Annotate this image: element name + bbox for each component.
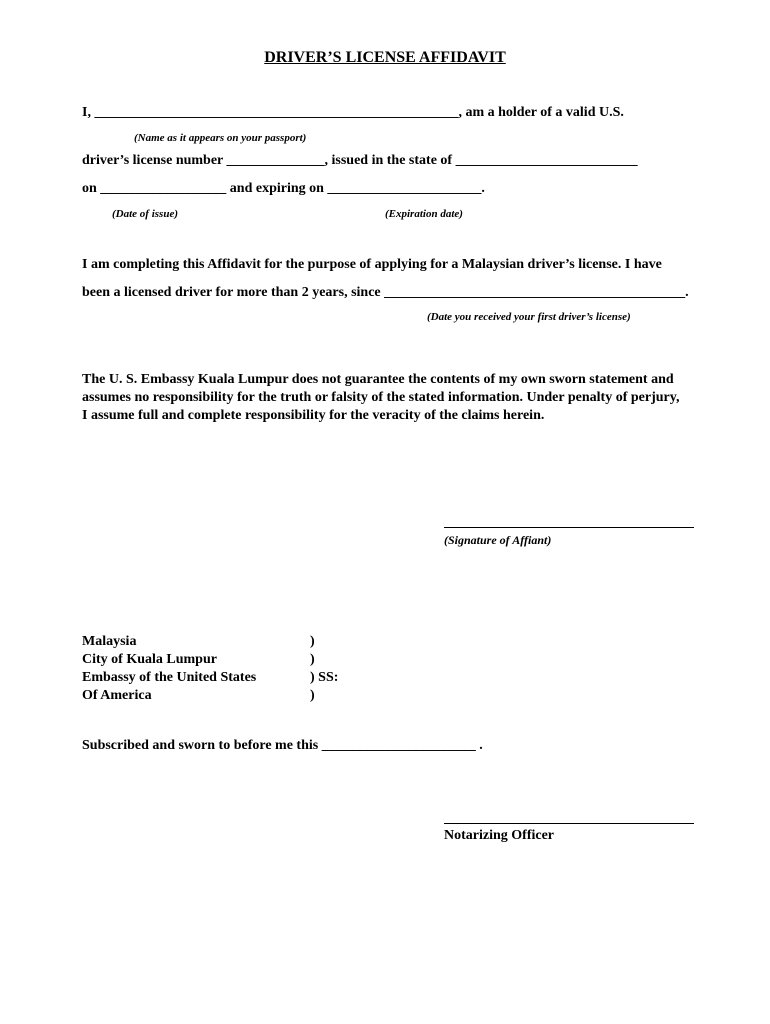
subscribed-sworn-line: Subscribed and sworn to before me this ______________________ . — [82, 738, 483, 753]
venue-row — [82, 669, 338, 687]
expiration-date-caption: (Expiration date) — [385, 208, 463, 220]
holder-statement-line: I, ____________________________________________________, am a holder of a valid U.S. — [82, 105, 624, 120]
purpose-line: I am completing this Affidavit for the purpose of applying for a Malaysian driver’s license. I have — [82, 257, 662, 272]
signature-caption: (Signature of Affiant) — [444, 533, 552, 547]
venue-line: Malaysia — [82, 634, 137, 649]
venue-block — [82, 633, 338, 705]
venue-paren: ) — [310, 652, 315, 667]
issue-expiry-line: on __________________ and expiring on ______________________. — [82, 181, 485, 196]
affiant-signature-line — [444, 527, 694, 528]
venue-row — [82, 633, 338, 651]
document-title: DRIVER’S LICENSE AFFIDAVIT — [264, 49, 506, 66]
venue-paren: ) — [310, 688, 315, 703]
notary-caption: Notarizing Officer — [444, 828, 555, 843]
venue-line: City of Kuala Lumpur — [82, 652, 217, 667]
first-license-caption: (Date you received your first driver’s license) — [427, 311, 631, 323]
disclaimer-paragraph: The U. S. Embassy Kuala Lumpur does not guarantee the contents of my own sworn statement and assumes no responsibility for the truth or falsity of the stated information. Under penalty of perjury, I assume full and complete responsibility for the veracity of the claims herein. — [82, 372, 680, 423]
venue-row — [82, 687, 338, 705]
notary-signature-line — [444, 823, 694, 824]
venue-row — [82, 651, 338, 669]
venue-line: Of America — [82, 688, 152, 703]
venue-paren: ) — [310, 634, 315, 649]
license-number-line: driver’s license number ______________, issued in the state of __________________________ — [82, 153, 638, 168]
venue-paren: ) SS: — [310, 670, 339, 685]
licensed-since-line: been a licensed driver for more than 2 years, since ___________________________________________. — [82, 285, 689, 300]
venue-line: Embassy of the United States — [82, 670, 257, 685]
issue-date-caption: (Date of issue) — [112, 208, 178, 220]
name-caption: (Name as it appears on your passport) — [134, 132, 307, 144]
